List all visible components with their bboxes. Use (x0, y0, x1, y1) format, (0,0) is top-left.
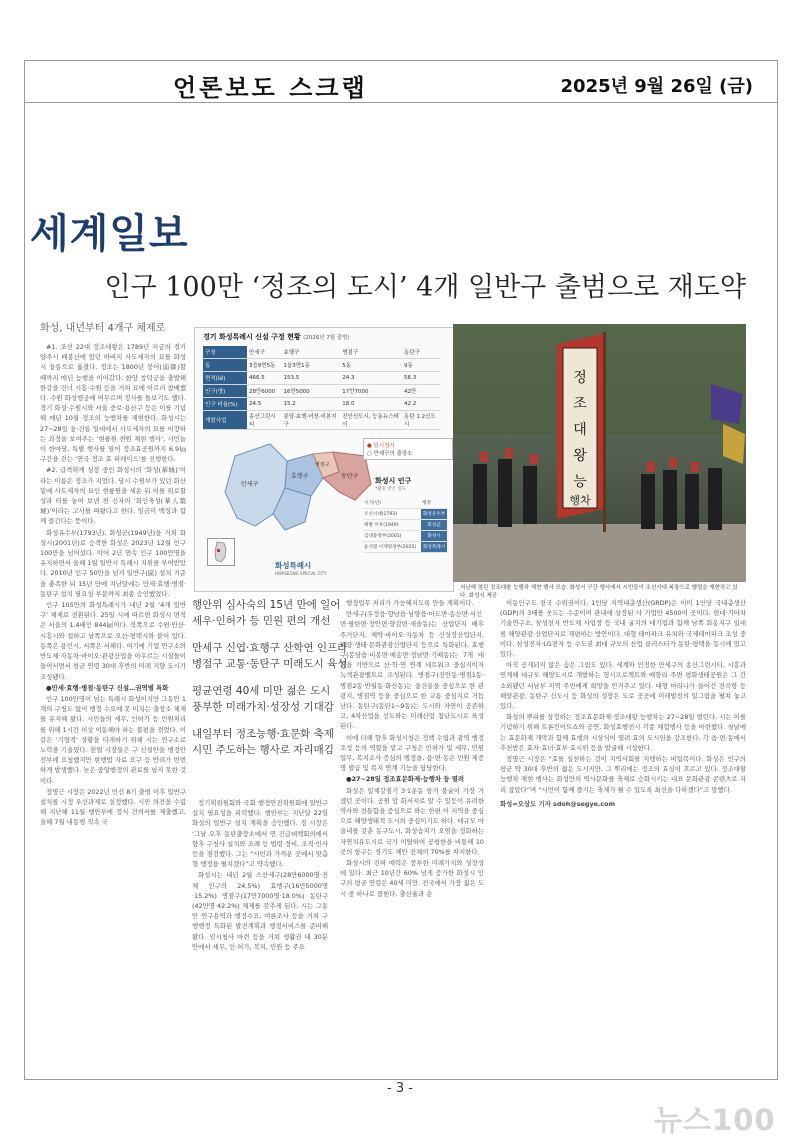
newspaper-masthead: 세계일보 (30, 211, 189, 257)
table-row (203, 359, 441, 372)
paragraph: 화성시는 내년 2월 스산세구(28만6000명·전체 인구의 24.5%) 효행구(16만5000명·15.2%) 병점구(17만7000명·18.0%) 동탄구(42만명·42.2%) 체제를 갖추게 된다. 시는 그동안 연구용역과 행정수요, 여론조사 등을 거쳐 구행행정 특화된 발전계획과 행정서비스를 준비해 왔다. 임시청사 마련 등을 거쳐 생활권 내 30분 안에서 세무, 인·허가, 복지, 민원 등 주요 (192, 871, 328, 951)
paragraph: 인구 105만의 화성특례시가 내년 2월 ‘4개 일반구’ 체제로 전환된다. 25일 시에 따르면 화성시 면적은 서울의 1.4배인 844㎢이다. 북쪽으로 수원·안산·시흥시와 접하고 남쪽으로 오산·평택시와 붙어 있다. 동쪽은 용인시, 서쪽은 서해다. 여기에 기업 연구소와 반도체·자동차·바이오·관광산업을 아우르는 시설들이 들어서면서 평균 연령 30대 후반의 미래 지향 도시가 조성됐다. (40, 601, 186, 681)
district-table (203, 346, 441, 430)
table-cell: 16만5000 (282, 385, 341, 398)
row-header: 개발사업 (203, 411, 247, 430)
table-cell: 동탄구 (402, 346, 441, 359)
procession-image (453, 324, 746, 582)
banner-char: 능 (573, 474, 587, 490)
row-header: 인구 비율(%) (203, 398, 247, 411)
table-cell: 42.2 (402, 398, 441, 411)
table-cell: 윤석열·이재명정부(2025) (363, 542, 421, 553)
page-number: - 3 - (387, 1081, 413, 1096)
article-column-4 (500, 598, 746, 1058)
infobox-title-note: (2026년 7월 출범) (303, 335, 350, 341)
table-cell: 28만6000 (247, 385, 282, 398)
col-header: 행정 (421, 498, 447, 509)
table-cell: 5동 (340, 359, 402, 372)
map-legend (363, 438, 453, 460)
pull-quote: 풍부한 미래가치·성장성 기대감 (192, 701, 334, 713)
table-cell: 김대중정부(2001) (363, 531, 421, 542)
paragraph: #1. 조선 22대 정조대왕은 1789년 지금의 경기 양주시 배봉산에 있던 아버지 사도세자의 묘를 화성시 융릉으로 옮겼다. 정조는 1800년 붕어(崩御)할 때까지 매년 능행을 이어갔다. 한양 창덕궁을 출발해 한강을 건너 시흥·수원 등을 거쳐 묘에 이르러 참배했다. 수원 화성행궁에 머무르며 정사를 돌보기도 했다. 경기 화성·수원시와 서울 중로·용산구 등은 이를 기념해 매년 10월 정조의 능행차를 재현한다. 화성시는 27~28일 융·건릉 일대에서 사도세자의 묘를 이장하는 과정을 보여주는 ‘현륭원 천원 재현 행사’, 시민놀이 한마당, 특별 행사를 열어 정조효공원까지 6.9㎞ 구간을 걷는 ‘연국 정조 효 퍼레이드’를 진행한다. (40, 343, 186, 464)
row-header: 면적(㎢) (203, 372, 247, 385)
logo-text: 화성특례시 (275, 561, 312, 570)
paragraph: #2. 급격하게 성장 중인 화성시의 ‘화성(華城)’이라는 이름은 정조가 지었다. 당시 수원부가 있던 화산 밑에 사도세자의 묘인 현륭원을 세운 뒤 이를 위로할 성과 터를 놓여 보낸 천 신자의 ‘화인축성(華人築城)’이라는 고사를 따왔다고 한다. 임금이 백성과 함께 즐긴다는 뜻이다. (40, 466, 186, 526)
infobox-title (203, 332, 350, 342)
table-row (203, 385, 441, 398)
table-row (363, 509, 447, 520)
table-cell: 9동 (402, 359, 441, 372)
article-headline: 인구 100만 ‘정조의 도시’ 4개 일반구 출범으로 재도약 (104, 272, 746, 303)
table-cell: 만세구 (247, 346, 282, 359)
map-label: 효행구 (291, 473, 309, 480)
table-cell: 조선시대(1793) (363, 509, 421, 520)
population-table (363, 498, 447, 553)
row-header: 인구(명) (203, 385, 247, 398)
logo-subtext: HWASEONG SPECIAL CITY (275, 571, 327, 576)
table-cell: 24.5 (247, 398, 282, 411)
table-row (363, 520, 447, 531)
table-row (363, 498, 447, 509)
paragraph: 정명근 시장은 “효를 실천하는 것이 지역사회를 지탱하는 버팀목이다. 화성은 인구의 평균 약 30대 후반의 젊은 도시지만, 그 뿌리에는 정조의 효심이 흐르고 있다. 정조대왕 능행차 재현 행사는 화성만의 역사문화를 축제로 승화시키는 대표 문화관광 콘텐츠로 자리 잡았다”며 “시민이 함께 즐기는 축제가 될 수 있도록 최선을 다하겠다”고 말했다. (500, 755, 746, 794)
row-header: 동 (203, 359, 247, 372)
scrap-date: 2025년 9월 26일 (금) (560, 76, 753, 97)
table-cell: 42만 (402, 385, 441, 398)
status-badge: 화성유수부 (421, 509, 447, 520)
table-cell: 15.2 (282, 398, 341, 411)
banner-char: 조 (573, 396, 587, 412)
paragraph: 정기획위원회와 국회 행정안전위원회에 일반구 설치 필요성을 피력했다. 행안부는 지난달 22일 화성의 일반구 설치 계획을 승인했다. 정 시장은 ‘그날 오후 동탄출장소에서 연 긴급대책회의에서 향후 구청사 설치와 조례 등 법령 정비, 조직·인사 등을 점검했다. 그는 “시민과 가까운 곳에서 맞춤형 행정을 펼치겠다”고 약속했다. (192, 799, 328, 869)
table-row (203, 398, 441, 411)
article-subhead: 화성, 내년부터 4개구 체제로 (40, 323, 166, 334)
paragraph: 이에 더해 향후 화성시청은 정책 수립과 광역 행정 조정 등의 역할을 맡고 구청은 인허가 및 세무, 민원 업무, 복지조사 증심의 행정을, 읍·면·동은 민원 제증명 발급 및 복지 연계 기능을 담당한다. (340, 733, 484, 773)
paragraph: 화성유수부(1793년), 화성군(1949년)을 거쳐 화성시(2001년)로 승격한 화성은 2023년 12월 인구 100만을 넘어섰다. 이어 2년 연속 인구 100만명을 유지하면서 올해 1월 일반시 특례시 지위를 부여받았다. 2010년 인구 50만을 넘겨 일반구(區) 설치 기준을 충족한 뒤 15년 만에 지난달에는 만세·효행·병점·동탄구 설치 필요성 부문까지 최종 승인했었다. (40, 528, 186, 598)
table-cell: 송산그린시티 (247, 411, 282, 430)
district-map (215, 426, 385, 546)
status-badge: 화성군 (421, 520, 447, 531)
pull-quote: 세우·인허가 등 민원 편의 개선 (192, 615, 331, 627)
watermark-logo: 뉴스100 (654, 1103, 776, 1137)
map-label: 병점구 (315, 462, 330, 468)
table-cell: 해방 이후(1949) (363, 520, 421, 531)
paragraph: 화성시의 진짜 매력은 풍부한 미래가치와 성장성에 있다. 최근 10년간 60% 넘게 증가한 화성시 인구의 평균 연령은 40세 미만. 전국에서 가장 젊은 도시 중 하나로 꼽힌다. 출산율과 순 (340, 859, 484, 898)
status-badge: 화성특례시 (421, 542, 447, 553)
paragraph: 행정업무 처리가 가능해지도록 만들 계획이다. (346, 599, 474, 607)
procession-photo (453, 324, 746, 582)
table-row (363, 542, 447, 553)
infobox-title-text: 경기 화성특례시 신설 구정 현황 (203, 333, 301, 341)
banner-char: 대 (573, 422, 587, 438)
table-cell: 봉담·효행·어천·비봉지구 (282, 411, 341, 430)
table-cell: 동탄 1·2신도시 (402, 411, 441, 430)
banner-char: 행차 (569, 494, 591, 507)
paragraph: 아직 공개되지 않은 숨은 그림도 있다. 세계와 인정한 만세구의 송산그린시티, 시흥과 연계해 대규모 해양도시로 개발하는 형시프로젝트와 매향리 주변 평화생태공원은 그 간 소외됐던 서남부 지역 주민에게 희망을 안겨주고 있다. 대형 마리나가 들어선 전곡항 등 해양관광, 동탄구 신도시 등 화성의 성장은 도로 곳곳에 미래발전의 밑그림을 펼쳐 놓고 있다. (500, 661, 746, 711)
table-row (363, 531, 447, 542)
paragraph: 화성은 일제강점기 3·1운동 항거 불굴이 가장 거셌던 곳이다. 공원 앞 화서지로 알 수 있듯이 유려한 역사와 전통함을 증심으로 하는 한편 이 지역을 중심으로 해양생태적 도시의 중심이기도 하다. 대규모 마을내를 갖춘 동구도시, 화성습지가 오염을 정화하는 자연치유도시로 국가 이탈하여 공평한을 비통해 10곳의 항구는 경기도 제안 전체의 70%를 차지한다. (340, 786, 484, 856)
status-badge: 화성시 (421, 531, 447, 542)
pull-quote: 내일부터 정조능행·효문화 축제 (192, 728, 334, 740)
table-cell: 18.0 (340, 398, 402, 411)
table-cell: 진안신도시, 능동뉴스테이 (340, 411, 402, 430)
article-column-1 (40, 342, 186, 1058)
table-cell: 3읍9면5동 (247, 359, 282, 372)
row-header: 구청 (203, 346, 247, 359)
paragraph: 정명근 시장은 2022년 민선 8기 출범 이후 일반구 설치를 시정 우선과제로 설정했다. 시민 의견을 수렴해 지난해 11월 행안부에 정식 건의서를 제출했고, 올해 7월 내동행 직속 국 (40, 787, 186, 827)
col-header: 시기(년) (363, 498, 421, 509)
paragraph: 인구 100만명이 넘는 특례시 화성이지만 그동안 1개의 구청도 없어 행정 수요에 못 미치는 출장소 체제를 유지해 왔다. 시민들의 세무, 인허가 등 민원처리를 위해 1시간 이상 이동해야 하는 불편을 겪었다. 이 같은 ‘기형적’ 상황을 타개하기 위해 시는 연구소로 노력을 기울였다. 전엽 시장들은 구 신설안을 행정안전부에 요청했지만 현행법 자료 요구 등 반려가 빈번하게 발생했다. 늦은 중앙행정의 관료를 넘지 못한 것이다. (40, 694, 186, 785)
section-subheading: ●만세·효행·병점·동탄구 신설…권역별 특화 (46, 683, 169, 692)
scrap-title: 언론보도 스크랩 (173, 74, 368, 102)
table-cell: 466.5 (247, 372, 282, 385)
scrap-header (25, 61, 777, 103)
table-row (203, 346, 441, 359)
table-cell: 153.5 (282, 372, 341, 385)
city-logo (275, 560, 327, 576)
photo-caption: 지난해 열린 정조대왕 능행차 재현 행사 모습. 화성시 구간 행사에서 시민들이 조선시대 복장으로 행렬을 재현하고 있다. 화성시 제공 (460, 585, 738, 599)
article-column-3 (340, 598, 484, 1058)
table-cell: 1읍3면1동 (282, 359, 341, 372)
district-infobox (194, 327, 454, 592)
legend-item: ○ 만세구의 출장소 (367, 451, 413, 457)
table-cell: 17만7000 (340, 385, 402, 398)
korea-outline-icon (208, 539, 234, 565)
legend-item: ● 임시청사 (367, 443, 395, 449)
map-label: 만세구 (241, 481, 259, 488)
population-note: *괄호 안은 연도 (375, 487, 407, 492)
banner-char: 정 (573, 370, 587, 386)
pull-quote: 시민 주도하는 행사로 자리매김 (192, 744, 334, 756)
section-subheading: ●27~28일 정조효문화제·능행차 등 열려 (346, 775, 465, 784)
byline: 화성=오상도 기자 sdoh@segye.com (500, 799, 616, 808)
pull-quote: 만세구 신엽·효행구 산학연 인프라 (192, 642, 348, 654)
table-row (203, 372, 441, 385)
table-cell: 효행구 (282, 346, 341, 359)
map-label: 동탄구 (341, 473, 359, 480)
korea-inset-map (207, 538, 235, 566)
paragraph: 이동인구도 전국 수위권이다. 1인당 지역내총생산(GRDP)은 이미 1인당 국내총생산(GDP)의 3배를 웃도는 수준이며 관내에 상장된 사 기업만 4500여 곳이다. 현대·기아차 기술연구소, 삼성전자 반도체 사업장 등 국내 굴지의 대기업과 함께 남쪽 화옹지구 일대를 해양관광·산업단지로 재편하는 방안이다. 대형 테마파크 유치와 국제테마파크 조성 중이다. 삼성전자·LG전자 등 수도권 최대 규모의 산업 클러스터가 동탄·평택을 동시에 밀고 있다. (500, 599, 746, 659)
paragraph: 화성의 뿌리를 상징하는 정조효문화제·정조대왕 능행차는 27~28일 열린다. 시는 이를 기념하기 위해 트론킨어트쇼와 공연, 화성효행전시 각종 체험행사 등을 마련했다. 첫날에는 효문화제 개막과 함께 효행의 시상식이 열려 효의 도시임을 강조한다. 각 읍·면·동에서 추천받은 효자·효녀·효부·효시위 등을 발굴해 시상한다. (500, 713, 746, 752)
table-cell: 56.3 (402, 372, 441, 385)
pull-quote: 평균연령 40세 미만 젊은 도시 (192, 685, 331, 697)
population-title: 화성시 인구 (375, 477, 412, 485)
pull-quotes (192, 598, 348, 759)
table-cell: 병점구 (340, 346, 402, 359)
pull-quote: 병점구 교통·동탄구 미래도시 육성 (192, 658, 348, 670)
banner-char: 왕 (573, 448, 587, 464)
article-column-2 (192, 798, 328, 1060)
pull-quote: 행안위 심사숙의 15년 만에 일어 (192, 599, 341, 611)
table-cell: 24.3 (340, 372, 402, 385)
paragraph: 만세구(우정읍·향남읍·남양읍·마도면·송산면·서신면·팔탄면·장안면·양감면·새솔동)는 산업단지 배후 주거단지, 제약·바이오·자동차 등 신성장산업단지, 해양·생태·문화관광산업단지 등으로 특화된다. 효행구(봉담읍·비봉면·매송면·정남면·기배동)는 7개 대학을 기반으로 산·학·연 연계 네트워크 중심지이자 녹색관광벨트로 조성된다. 병점구(진안동·병점1동·병점2동·반월동·화산동)는 융건릉을 중심으로 한 관광지, 병점역 등을 중심으로 한 교통 중심지로 거듭난다. 동탄구(동탄1~9동)는 도시와 자연이 공존하고, 4차산업을 선도하는 미래산업 첨단도시로 육성된다. (340, 610, 484, 731)
